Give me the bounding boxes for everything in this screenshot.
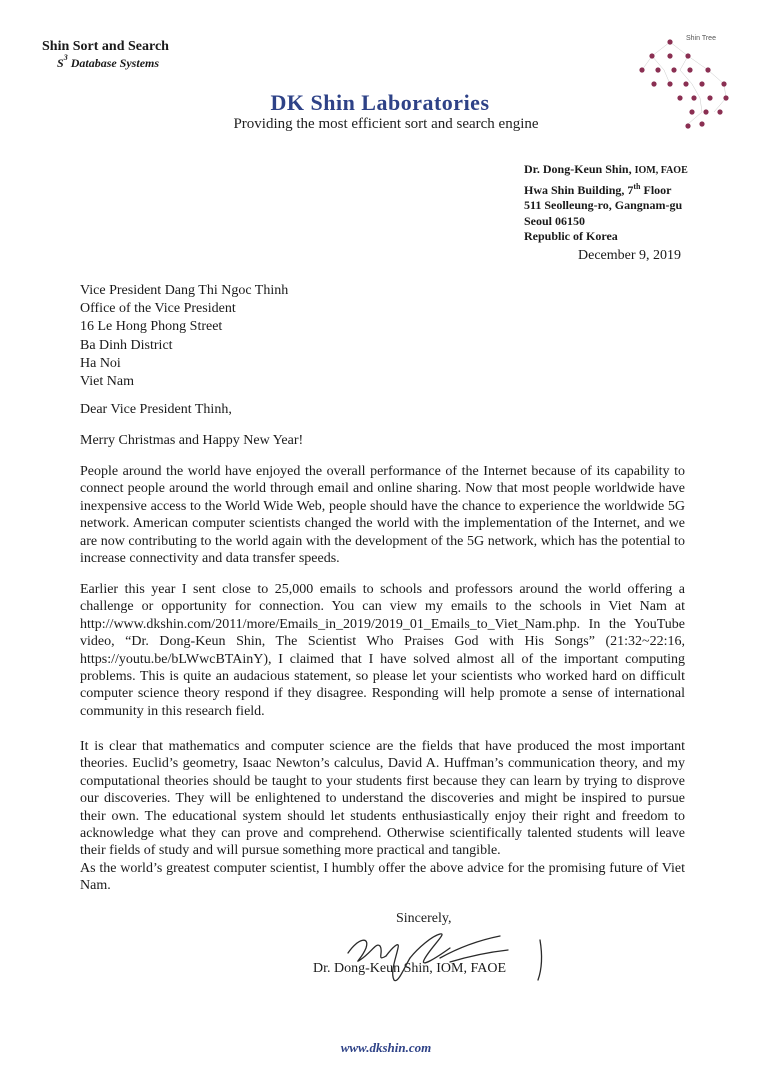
sender-building-line (524, 179, 688, 199)
recipient-address (80, 282, 288, 391)
valediction: Sincerely, (396, 911, 452, 926)
letter-date: December 9, 2019 (578, 248, 682, 263)
greeting: Merry Christmas and Happy New Year! (80, 433, 304, 448)
sender-country: Republic of Korea (524, 229, 618, 244)
footer-website-link[interactable]: www.dkshin.com (340, 1040, 432, 1055)
brand-superscript: 3 (63, 53, 68, 62)
lab-tagline: Providing the most efficient sort and search engine (233, 116, 539, 132)
sender-name: Dr. Dong-Keun Shin, (524, 162, 635, 176)
sender-city: Seoul 06150 (524, 213, 586, 228)
tree-label: Shin Tree (686, 35, 716, 42)
sender-name-line (524, 162, 688, 179)
sender-building-sup: th (633, 181, 641, 191)
body-paragraph-1: People around the world have enjoyed the overall performance of the Internet because of its capability to connect people around the world through email and online sharing. Now that most people worldwide have inexpensive access to the World Wide Web, people should have the chance to experience the worldwide 5G network. American computer scientists changed the world with the implementation of the Internet, and we are now contributing to the world again with the development of the 5G network, which has the potential to increase connectivity and data transfer speeds. (80, 464, 685, 567)
sender-address (524, 162, 688, 245)
sender-building: Hwa Shin Building, 7 (524, 182, 634, 197)
recipient-district: Ba Dinh District (80, 337, 173, 353)
lab-name: DK Shin Laboratories (270, 90, 490, 115)
salutation: Dear Vice President Thinh, (80, 402, 232, 417)
body-paragraph-2: Earlier this year I sent close to 25,000 emails to schools and professors around the world offering a challenge or opportunity for connection. You can view my emails to the schools in Viet Nam at http://www.dkshin.com/2011/more/Emails_in_2019/2019_01_Emails_to_Viet_Nam.php. In the YouTube video, “Dr. Dong-Keun Shin, The Scientist Who Praises God with His Songs” (21:32~22:16, https://youtu.be/bLWwcBTAinY), I claimed that I have solved almost all of the important computing problems. This is quite an audacious statement, so please let your scientists who worked hard on difficult computer science theory respond if they disagree. Responding will help promote a sense of international community in this research field. (80, 582, 685, 719)
brand-prefix: S (57, 56, 64, 70)
recipient-office: Office of the Vice President (80, 301, 236, 317)
brand-subtitle-text: Database Systems (67, 56, 160, 70)
sender-building-end: Floor (640, 182, 672, 197)
body-paragraph-4: As the world’s greatest computer scientist, I humbly offer the above advice for the promising future of Viet Nam. (80, 861, 685, 894)
recipient-country: Viet Nam (80, 374, 134, 390)
sender-honors: IOM, FAOE (634, 165, 688, 176)
brand-name: Shin Sort and Search (42, 39, 169, 54)
recipient-name: Vice President Dang Thi Ngoc Thinh (80, 283, 289, 298)
signer-name: Dr. Dong-Keun Shin, IOM, FAOE (313, 961, 507, 976)
recipient-city: Ha Noi (80, 355, 121, 371)
brand-subtitle (57, 53, 160, 71)
sender-street: 511 Seolleung-ro, Gangnam-gu (524, 198, 683, 213)
recipient-street: 16 Le Hong Phong Street (80, 319, 223, 335)
body-paragraph-3: It is clear that mathematics and computer science are the fields that have produced the most important theories. Euclid’s geometry, Isaac Newton’s calculus, David A. Huffman’s communication theory, and my computational theories should be taught to your students first because they can learn by trying to disprove our discoveries. They will be enlightened to understand the discoveries and might be inspired to pursue their own. The educational system should let students enthusiastically enjoy their right and freedom to acknowledge what they can prove and comprehend. Otherwise scientifically talented students will leave their fields of study and will pursue something more practical and tangible. (80, 739, 685, 859)
handwritten-signature (340, 918, 550, 993)
